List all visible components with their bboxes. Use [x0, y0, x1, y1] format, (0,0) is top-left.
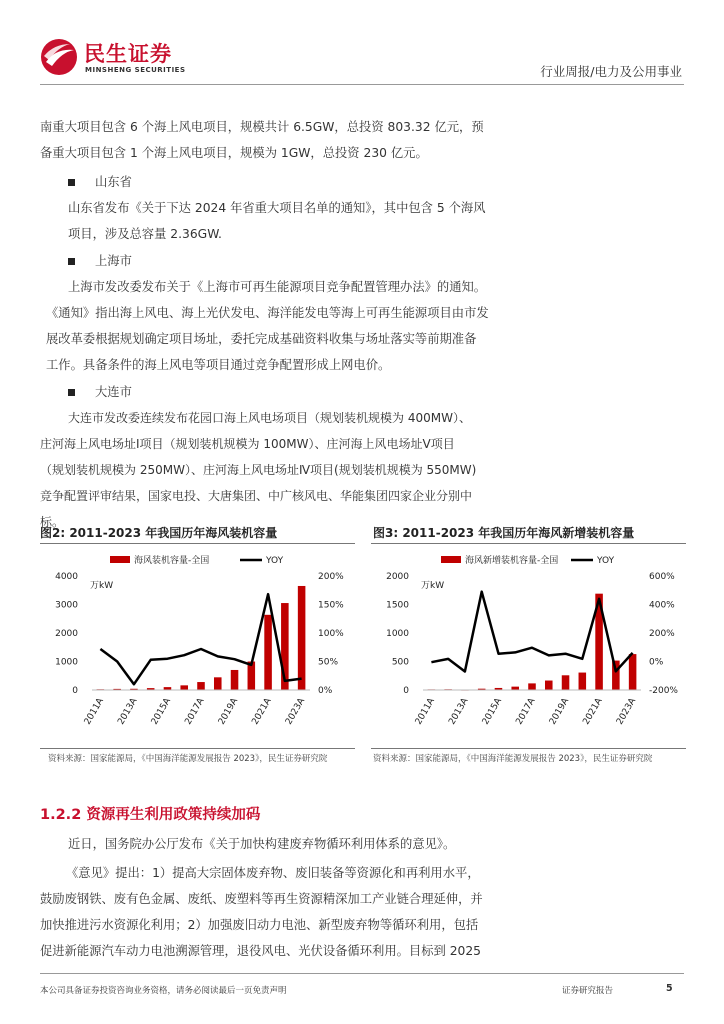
bullet-square-icon: [68, 258, 75, 265]
logo-text-cn: 民生证券: [84, 42, 172, 66]
section-title: 1.2.2 资源再生利用政策持续加码: [40, 807, 261, 823]
unit-label: 万kW: [421, 581, 445, 591]
paragraph-shandong: [68, 195, 508, 247]
left-tick-label: 2000: [386, 572, 409, 582]
minsheng-logo-icon: [40, 38, 78, 76]
footer-report-type: 证券研究报告: [562, 986, 614, 996]
bullet-dalian: [68, 382, 132, 400]
legend-bar-label: 海风新增装机容量-全国: [465, 556, 559, 566]
unit-label: 万kW: [90, 581, 114, 591]
right-tick-label: 600%: [649, 572, 675, 582]
right-tick-label: 0%: [649, 657, 664, 668]
text-line: 南重大项目包含 6 个海上风电项目，规模共计 6.5GW，总投资 803.32 亿元，预: [40, 120, 484, 134]
paragraph-shanghai: [46, 274, 516, 378]
legend-bar-label: 海风装机容量-全国: [134, 556, 210, 566]
left-tick-label: 4000: [55, 572, 78, 582]
x-tick-label: 2011A: [413, 696, 437, 727]
bullet-label: 山东省: [95, 175, 132, 189]
logo: [40, 36, 220, 82]
text-line: 《意见》提出：1）提高大宗固体废弃物、废旧装备等资源化和再利用水平，: [66, 866, 480, 880]
text-line: （规划装机规模为 250MW）、庄河海上风电场址Ⅳ项目(规划装机规模为 550MW): [40, 463, 477, 477]
bullet-shandong: [68, 172, 132, 190]
bullet-shanghai: [68, 251, 132, 269]
bar: [180, 685, 188, 690]
right-tick-label: 50%: [318, 657, 339, 668]
x-tick-label: 2011A: [82, 696, 106, 727]
bar: [298, 586, 306, 690]
left-tick-label: 0: [72, 686, 78, 696]
left-tick-label: 500: [391, 657, 409, 668]
x-tick-label: 2013A: [116, 696, 140, 727]
right-tick-label: -200%: [649, 686, 678, 696]
text-line: 庄河海上风电场址Ⅰ项目（规划装机规模为 100MW）、庄河海上风电场址Ⅴ项目: [40, 437, 455, 451]
text-line: 近日，国务院办公厅发布《关于加快构建废弃物循环利用体系的意见》。: [68, 837, 456, 851]
x-tick-label: 2021A: [250, 696, 274, 727]
legend-bar-swatch: [441, 556, 461, 563]
text-line: 《通知》指出海上风电、海上光伏发电、海洋能发电等海上可再生能源项目由市发: [46, 306, 489, 320]
text-line: 备重大项目包含 1 个海上风电项目，规模为 1GW，总投资 230 亿元。: [40, 146, 428, 160]
paragraph-section-1: [40, 831, 516, 857]
x-tick-label: 2023A: [615, 696, 639, 727]
x-tick-label: 2021A: [581, 696, 605, 727]
left-tick-label: 1500: [386, 600, 409, 611]
left-tick-label: 3000: [55, 600, 78, 611]
x-tick-label: 2019A: [547, 696, 572, 727]
x-tick-label: 2019A: [216, 696, 241, 727]
paragraph-intro: [40, 114, 506, 166]
x-tick-label: 2015A: [480, 696, 505, 727]
bar: [197, 682, 205, 690]
x-tick-label: 2013A: [447, 696, 471, 727]
figure-2-bottom-rule: [40, 748, 355, 749]
bullet-square-icon: [68, 389, 75, 396]
text-line: 工作。具备条件的海上风电等项目通过竞争配置形成上网电价。: [46, 358, 391, 372]
right-tick-label: 0%: [318, 686, 333, 696]
legend-line-label: YOY: [597, 556, 615, 566]
figure-3-title: 图3: 2011-2023 年我国历年海风新增装机容量: [373, 526, 635, 540]
report-category: 行业周报/电力及公用事业: [540, 64, 682, 79]
text-line: 项目，涉及总容量 2.36GW.: [68, 227, 222, 241]
bar: [264, 615, 272, 690]
left-tick-label: 2000: [55, 629, 78, 639]
left-tick-label: 1000: [386, 629, 409, 639]
text-line: 山东省发布《关于下达 2024 年省重大项目名单的通知》，其中包含 5 个海风: [68, 201, 486, 215]
x-tick-label: 2017A: [514, 696, 538, 727]
bullet-square-icon: [68, 179, 75, 186]
figure-2-source: 资料来源：国家能源局，《中国海洋能源发展报告 2023》，民生证券研究院: [48, 754, 328, 764]
legend-bar-swatch: [110, 556, 130, 563]
bar: [562, 675, 570, 690]
right-tick-label: 200%: [649, 629, 675, 639]
right-tick-label: 150%: [318, 600, 344, 611]
text-line: 鼓励废钢铁、废有色金属、废纸、废塑料等再生资源精深加工产业链合理延伸，并: [40, 892, 483, 906]
x-tick-label: 2017A: [183, 696, 207, 727]
footer-disclaimer: 本公司具备证券投资咨询业务资格，请务必阅读最后一页免责声明: [40, 986, 287, 996]
paragraph-section-2: [40, 860, 516, 964]
page-number: 5: [666, 983, 673, 994]
right-tick-label: 400%: [649, 600, 675, 611]
figure-3-bottom-rule: [371, 748, 686, 749]
left-tick-label: 1000: [55, 657, 78, 668]
bullet-label: 大连市: [95, 385, 132, 399]
figure-3-source: 资料来源：国家能源局，《中国海洋能源发展报告 2023》，民生证券研究院: [373, 754, 653, 764]
logo-text-en: MINSHENG SECURITIES: [85, 66, 186, 74]
bar: [629, 654, 637, 690]
x-tick-label: 2015A: [149, 696, 174, 727]
legend-line-label: YOY: [266, 556, 284, 566]
text-line: 展改革委根据规划确定项目场址，委托完成基础资料收集与场址落实等前期准备: [46, 332, 477, 346]
text-line: 标。: [40, 515, 65, 529]
figure-2-title: 图2: 2011-2023 年我国历年海风装机容量: [40, 526, 278, 540]
x-tick-label: 2023A: [284, 696, 308, 727]
figure-3-top-rule: [371, 543, 686, 544]
footer-divider: [40, 973, 684, 974]
text-line: 加快推进污水资源化利用；2）加强废旧动力电池、新型废弃物等循环利用，包括: [40, 918, 479, 932]
bar: [545, 681, 553, 690]
right-tick-label: 100%: [318, 629, 344, 639]
text-line: 竞争配置评审结果，国家电投、大唐集团、中广核风电、华能集团四家企业分别中: [40, 489, 473, 503]
bar: [528, 683, 536, 690]
bar: [511, 687, 519, 690]
header-divider: [40, 84, 684, 85]
text-line: 上海市发改委发布关于《上海市可再生能源项目竞争配置管理办法》的通知。: [68, 280, 487, 294]
paragraph-dalian: [40, 405, 516, 535]
figure-2-top-rule: [40, 543, 355, 544]
text-line: 促进新能源汽车动力电池溯源管理，退役风电、光伏设备循环利用。目标到 2025: [40, 944, 482, 958]
right-tick-label: 200%: [318, 572, 344, 582]
figure-2-chart: [40, 546, 355, 746]
bar: [579, 673, 587, 690]
bullet-label: 上海市: [95, 254, 132, 268]
bar: [214, 677, 222, 690]
bar: [231, 670, 239, 690]
figure-3-chart: [371, 546, 686, 746]
left-tick-label: 0: [403, 686, 409, 696]
text-line: 大连市发改委连续发布花园口海上风电场项目（规划装机规模为 400MW）、: [68, 411, 471, 425]
